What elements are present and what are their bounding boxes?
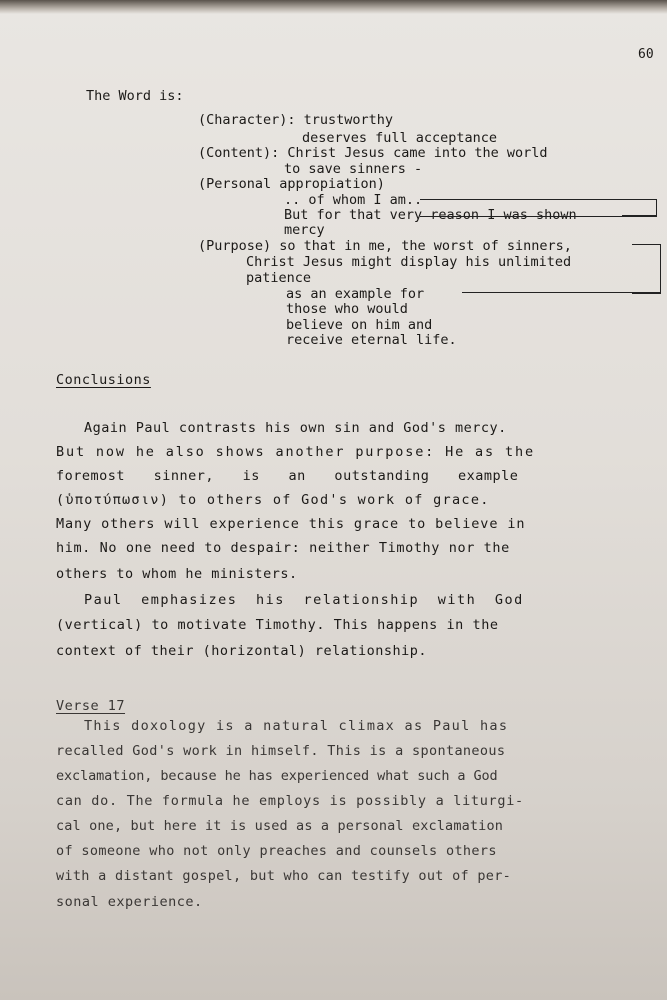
outline-line: as an example for	[286, 286, 425, 302]
bracket-connector	[632, 244, 661, 294]
paragraph-line: Paul emphasizes his relationship with God	[84, 592, 524, 608]
bracket-connector	[462, 292, 660, 293]
paragraph-line: (ὑποτύπωσιν) to others of God's work of grace.	[56, 492, 490, 508]
paragraph-line: This doxology is a natural climax as Paul has	[84, 718, 509, 734]
paragraph-line: foremost sinner, is an outstanding example	[56, 468, 519, 484]
outline-line: But for that very reason I was shown	[284, 207, 577, 223]
paragraph-line: Again Paul contrasts his own sin and God's mercy.	[84, 420, 507, 436]
paragraph-line: context of their (horizontal) relationship.	[56, 643, 427, 659]
paragraph-line: But now he also shows another purpose: He as the	[56, 444, 535, 460]
outline-line: (Content): Christ Jesus came into the world	[198, 145, 548, 161]
paragraph-line: Many others will experience this grace to believe in	[56, 516, 526, 532]
outline-line: to save sinners -	[284, 161, 423, 177]
outline-line: (Character): trustworthy	[198, 112, 394, 128]
outline-intro: The Word is:	[86, 88, 184, 104]
outline-line: patience	[246, 270, 312, 286]
outline-line: receive eternal life.	[286, 332, 457, 348]
section-heading: Conclusions	[56, 372, 151, 388]
bracket-connector	[622, 215, 656, 216]
outline-line: believe on him and	[286, 317, 433, 333]
outline-line: (Personal appropiation)	[198, 176, 385, 192]
paragraph-line: cal one, but here it is used as a personal exclamation	[56, 818, 503, 834]
paragraph-line: others to whom he ministers.	[56, 566, 298, 582]
paragraph-line: him. No one need to despair: neither Timothy nor the	[56, 540, 510, 556]
outline-line: deserves full acceptance	[302, 130, 498, 146]
paragraph-line: (vertical) to motivate Timothy. This happens in the	[56, 617, 499, 633]
outline-line: Christ Jesus might display his unlimited	[246, 254, 572, 270]
paragraph-line: recalled God's work in himself. This is a spontaneous	[56, 743, 506, 759]
outline-line: .. of whom I am..	[284, 192, 423, 208]
paragraph-line: sonal experience.	[56, 894, 203, 910]
paragraph-line: with a distant gospel, but who can testify out of per-	[56, 868, 512, 884]
outline-line: (Purpose) so that in me, the worst of sinners,	[198, 238, 572, 254]
outline-line: those who would	[286, 301, 408, 317]
paragraph-line: can do. The formula he employs is possibly a liturgi-	[56, 793, 524, 809]
paragraph-line: exclamation, because he has experienced what such a God	[56, 768, 498, 784]
outline-line: mercy	[284, 222, 325, 238]
page-number: 60	[638, 47, 654, 62]
section-heading: Verse 17	[56, 698, 126, 714]
paragraph-line: of someone who not only preaches and counsels others	[56, 843, 497, 859]
